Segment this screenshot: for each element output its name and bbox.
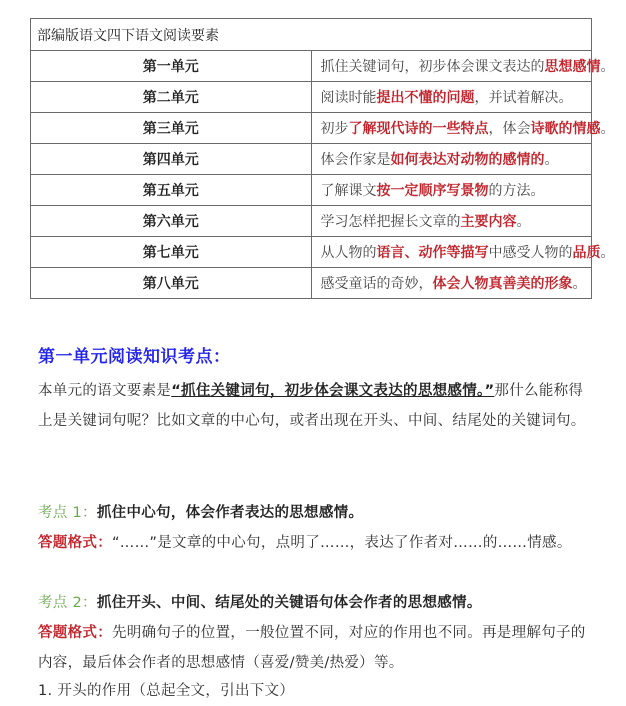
highlight-text: 体会人物真善美的形象	[432, 276, 573, 292]
point-2-format-text: 先明确句子的位置，一般位置不同，对应的作用也不同。再是理解句子的内容，最后体会作者的思想感情（喜爱/赞美/热爱）等。	[38, 625, 586, 671]
plain-text: 体会作家是	[320, 152, 391, 168]
table-row	[31, 206, 592, 237]
unit-cell: 第六单元	[31, 206, 312, 237]
point-1-format-text: “……”是文章的中心句，点明了……，表达了作者对……的……情感。	[112, 535, 572, 551]
plain-text: 。	[600, 59, 615, 75]
unit-cell: 第二单元	[31, 82, 312, 113]
reading-requirements-table	[30, 18, 615, 299]
cutoff-line: 1. 开头的作用（总起全文，引出下文）	[38, 683, 295, 699]
plain-text: 感受童话的奇妙，	[320, 276, 433, 292]
table-row	[31, 237, 592, 268]
plain-text: 阅读时能	[320, 90, 377, 106]
highlight-text: 思想感情	[544, 59, 601, 75]
requirement-cell	[311, 82, 592, 113]
requirement-cell	[311, 206, 592, 237]
requirement-cell	[311, 113, 615, 144]
highlight-text: 按一定顺序写景物	[376, 183, 489, 199]
requirement-cell	[311, 268, 592, 299]
table-row	[31, 144, 592, 175]
point-2-label: 考点 2：	[38, 595, 97, 611]
unit-cell: 第八单元	[31, 268, 312, 299]
intro-prefix: 本单元的语文要素是	[38, 383, 172, 399]
plain-text: 。	[572, 276, 587, 292]
plain-text: 初步	[320, 121, 349, 137]
plain-text: 从人物的	[320, 245, 377, 261]
highlight-text: 语言、动作等描写	[376, 245, 489, 261]
table-row	[31, 268, 592, 299]
unit-cell: 第五单元	[31, 175, 312, 206]
section-heading: 第一单元阅读知识考点：	[38, 347, 231, 367]
requirement-cell	[311, 144, 592, 175]
point-1-format	[38, 528, 598, 558]
intro-suffix: 那什么能称得上是关键词句呢？比如文章的中心句，或者出现在开头、中间、结尾处的关键词句。	[38, 383, 586, 429]
plain-text: 的方法。	[488, 183, 545, 199]
plain-text: 中感受人物的	[488, 245, 573, 261]
point-2-line	[38, 588, 598, 618]
requirement-cell	[311, 51, 615, 82]
table-row	[31, 82, 592, 113]
requirement-cell	[311, 175, 592, 206]
plain-text: 。	[600, 121, 615, 137]
unit-cell: 第一单元	[31, 51, 312, 82]
plain-text: 抓住关键词句，初步体会课文表达的	[320, 59, 545, 75]
point-1-format-label: 答题格式：	[38, 535, 112, 551]
table-row	[31, 175, 592, 206]
intro-quote: “抓住关键词句，初步体会课文表达的思想感情。”	[171, 383, 495, 399]
highlight-text: 了解现代诗的一些特点	[348, 121, 489, 137]
plain-text: ，体会	[488, 121, 531, 137]
table-row	[31, 113, 592, 144]
plain-text: 了解课文	[320, 183, 377, 199]
highlight-text: 主要内容	[460, 214, 517, 230]
highlight-text: 诗歌的情感	[530, 121, 601, 137]
table-row	[31, 51, 592, 82]
unit-cell: 第七单元	[31, 237, 312, 268]
table-title: 部编版语文四下语文阅读要素	[31, 19, 592, 51]
point-2-format	[38, 618, 598, 678]
point-1-text: 抓住中心句，体会作者表达的思想感情。	[96, 505, 364, 521]
table-title-row	[31, 19, 592, 51]
plain-text: 。	[544, 152, 559, 168]
plain-text: 。	[516, 214, 531, 230]
plain-text: 。	[600, 245, 615, 261]
unit-cell: 第三单元	[31, 113, 312, 144]
point-2-text: 抓住开头、中间、结尾处的关键语句体会作者的思想感情。	[96, 595, 482, 611]
highlight-text: 提出不懂的问题	[376, 90, 475, 106]
requirement-cell	[311, 237, 615, 268]
plain-text: 学习怎样把握长文章的	[320, 214, 461, 230]
point-2-format-label: 答题格式：	[38, 625, 112, 641]
unit-cell: 第四单元	[31, 144, 312, 175]
plain-text: ，并试着解决。	[474, 90, 573, 106]
highlight-text: 品质	[572, 245, 601, 261]
point-1-line	[38, 498, 598, 528]
highlight-text: 如何表达对动物的感情的	[390, 152, 545, 168]
intro-paragraph	[38, 376, 598, 436]
point-1-label: 考点 1：	[38, 505, 97, 521]
